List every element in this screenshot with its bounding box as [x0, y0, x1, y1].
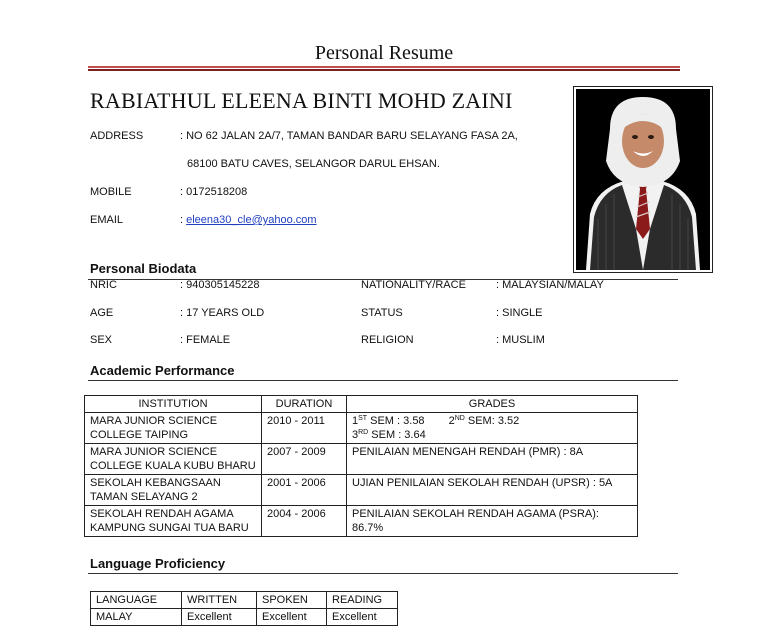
sem2-num: 2: [448, 415, 455, 427]
institution-line-1: MARA JUNIOR SCIENCE: [90, 446, 218, 458]
address-label: ADDRESS: [90, 130, 144, 142]
academic-rule: [88, 380, 678, 381]
nric-value: : 940305145228: [180, 279, 260, 291]
table-row: [85, 413, 638, 444]
written-cell: Excellent: [182, 609, 257, 626]
institution-cell: [85, 444, 262, 475]
duration-cell: 2004 - 2006: [262, 506, 347, 537]
table-row: [91, 609, 398, 626]
sem1-text: SEM : 3.58: [367, 415, 425, 427]
address-line-2: 68100 BATU CAVES, SELANGOR DARUL EHSAN.: [187, 158, 440, 170]
email-link[interactable]: eleena30_cle@yahoo.com: [186, 214, 317, 226]
academic-heading: Academic Performance: [90, 363, 235, 378]
profile-photo-icon: [576, 89, 710, 270]
grades-cell: PENILAIAN SEKOLAH RENDAH AGAMA (PSRA): 86.7%: [347, 506, 638, 537]
status-label: STATUS: [361, 307, 403, 319]
language-table: [90, 591, 398, 626]
nationality-label: NATIONALITY/RACE: [361, 279, 466, 291]
institution-line-2: COLLEGE KUALA KUBU BHARU: [90, 460, 256, 472]
email-colon: :: [180, 214, 184, 226]
religion-label: RELIGION: [361, 334, 414, 346]
age-value: : 17 YEARS OLD: [180, 307, 265, 319]
biodata-heading: Personal Biodata: [90, 261, 197, 276]
grades-cell: [347, 413, 638, 444]
institution-line-2: COLLEGE TAIPING: [90, 429, 189, 441]
grades-cell: PENILAIAN MENENGAH RENDAH (PMR) : 8A: [347, 444, 638, 475]
grades-cell: UJIAN PENILAIAN SEKOLAH RENDAH (UPSR) : 5A: [347, 475, 638, 506]
mobile-label: MOBILE: [90, 186, 132, 198]
duration-cell: 2010 - 2011: [262, 413, 347, 444]
language-rule: [88, 573, 678, 574]
institution-line-1: SEKOLAH KEBANGSAAN: [90, 477, 221, 489]
table-header-row: [85, 396, 638, 413]
religion-value: : MUSLIM: [496, 334, 545, 346]
duration-cell: 2001 - 2006: [262, 475, 347, 506]
header-written: WRITTEN: [182, 592, 257, 609]
sex-label: SEX: [90, 334, 113, 346]
institution-cell: [85, 506, 262, 537]
institution-line-2: TAMAN SELAYANG 2: [90, 491, 198, 503]
nric-label: NRIC: [90, 279, 117, 291]
sem1-sup: ST: [358, 415, 368, 422]
mobile-value: : 0172518208: [180, 186, 248, 198]
table-row: [85, 475, 638, 506]
header-reading: READING: [327, 592, 398, 609]
header-spoken: SPOKEN: [257, 592, 327, 609]
email-field: [180, 214, 317, 226]
institution-line-1: MARA JUNIOR SCIENCE: [90, 415, 218, 427]
sem3-text: SEM : 3.64: [368, 429, 426, 441]
header-duration: DURATION: [262, 396, 347, 413]
institution-line-1: SEKOLAH RENDAH AGAMA: [90, 508, 234, 520]
table-row: [85, 444, 638, 475]
language-heading: Language Proficiency: [90, 556, 226, 571]
title-rule-top: [88, 66, 680, 68]
institution-cell: [85, 413, 262, 444]
nationality-value: : MALAYSIAN/MALAY: [496, 279, 604, 291]
header-grades: GRADES: [347, 396, 638, 413]
header-language: LANGUAGE: [91, 592, 182, 609]
language-cell: MALAY: [91, 609, 182, 626]
spoken-cell: Excellent: [257, 609, 327, 626]
title-rule-bottom: [88, 69, 680, 71]
profile-photo: [573, 86, 713, 273]
sem2-sup: ND: [454, 415, 465, 422]
status-value: : SINGLE: [496, 307, 543, 319]
address-line-1: : NO 62 JALAN 2A/7, TAMAN BANDAR BARU SELAYANG FASA 2A,: [180, 130, 518, 142]
sem3-num: 3: [352, 429, 359, 441]
academic-table: [84, 395, 638, 537]
sex-value: : FEMALE: [180, 334, 231, 346]
age-label: AGE: [90, 307, 114, 319]
email-label: EMAIL: [90, 214, 124, 226]
sem3-sup: RD: [358, 429, 369, 436]
institution-cell: [85, 475, 262, 506]
document-title: Personal Resume: [314, 42, 454, 64]
reading-cell: Excellent: [327, 609, 398, 626]
table-header-row: [91, 592, 398, 609]
sem1-num: 1: [352, 415, 359, 427]
header-institution: INSTITUTION: [85, 396, 262, 413]
table-row: [85, 506, 638, 537]
sem2-text: SEM: 3.52: [464, 415, 520, 427]
duration-cell: 2007 - 2009: [262, 444, 347, 475]
candidate-name: RABIATHUL ELEENA BINTI MOHD ZAINI: [90, 88, 513, 113]
institution-line-2: KAMPUNG SUNGAI TUA BARU: [90, 522, 249, 534]
